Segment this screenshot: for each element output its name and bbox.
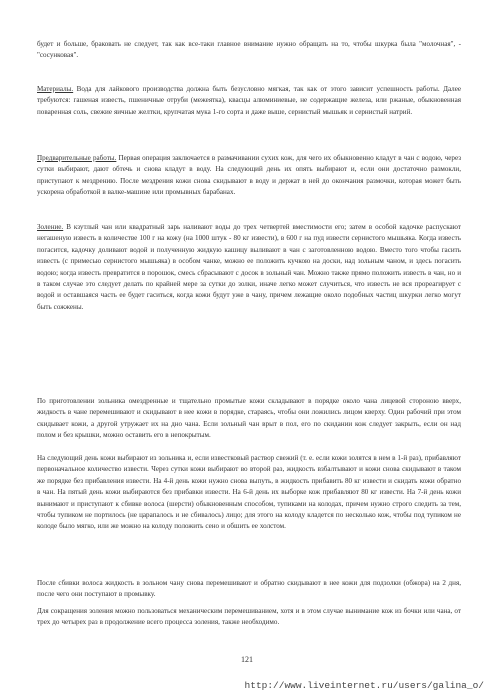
paragraph-5-text: По приготовлении зольника омездренные и тщательно промытые кожи складывают в порядке около чана лицевой стороною вверх, жидкость в чане перемешивают и скидывают в нее кожи в порядке, стараясь, чтобы они ложились лицом кверху. Один рабочий при этом скидывает кожи, а другой утружает их на дно чана. Если зольный чан врыт в пол, его по скидании кож следует закрыть, если он над полом и без крышки, можно оставить его в непокрытым.	[37, 397, 461, 440]
paragraph-6-text: На следующий день кожи выбирают из зольника и, если известковый раствор свежий (т. е. если кожи золятся в нем в 1-й раз), прибавляют первоначальное количество извести. Через сутки кожи выбирают во второй раз, жидкость взбалтывают и кожи снова скидывают в таком же порядке без прибавления извести. На 4-й день кожи нужно снова выпуть, в жидкость прибавить 80 кг извести и скидать кожи обратно в чан. На пятый день кожи выбираются без прибавки извести. На 6-й день их выборке кож прибавляют 80 кг извести. На 7-й день кожи вынимают и приступают к сбивке волоса (шерсти) обыкновенным способом, тупиками на колодах, причем нужно строго следить за тем, чтобы тупиком не портилось (не царапалось и не сбивалось) лицо; для этого на колоду кладется по несколько кож, чтобы под тупиком не колоде было мягко, или же можно на колоду положить сено и обшить ее холстом.	[37, 454, 461, 531]
paragraph-7	[37, 578, 461, 601]
paragraph-5	[37, 396, 461, 442]
paragraph-preliminary-text: Первая операция заключается в размачивании сухих кож, для чего их обыкновенно кладут в чан с водою, через сутки выбирают, дают обтечь и снова кладут в воду. На следующий день их опять выбирают и, если они достаточно размокли, приступают к мездрению. После мездрения кожи снова скидывают в воду и держат в ней до окончания размочки, которая может быть ускорена обработкой в валке-машине или промывных барабанах.	[37, 154, 461, 197]
paragraph-liming	[37, 222, 461, 313]
paragraph-materials-lead: Материалы.	[37, 85, 74, 93]
paragraph-liming-lead: Золение.	[37, 223, 64, 231]
watermark-url: http://www.liveinternet.ru/users/galina_o/	[244, 680, 484, 691]
paragraph-materials	[37, 84, 461, 118]
paragraph-liming-text: В кзутлый чан или квадратный зарь наливают воды до трех четвертей вместимости его; затем в особой кадочке распускают негашеную известь в количестве 100 г на кожу (на 1000 штук - 80 кг извести), в 600 г на пуд извести сернистого мышьяка. Когда известь погасится, кадочку доливают водой и полученную жидкую кашицу выливают в чан с заготовленною водою. Вместо того чтобы гасить известь (с примесью сернистого мышьяка) в особом чанке, можно ее положить кучкою на доски, над зольным чаном, и здесь погасить водою; когда известь превратится в порошок, смесь сбрасывают с досок в зольный чан. Можно также прямо положить известь в чан, но и в таком случае это следует делать по крайней мере за сутки до золки, иначе легко может случиться, что известь не вся прореагирует с водой и оставшаяся часть ее будет гаситься, когда кожи будут уже в чану, причем лежащие около подобных частиц шкурки легко могут быть сожжены.	[37, 223, 461, 311]
page-number: 121	[241, 655, 253, 664]
paragraph-materials-text: Вода для лайкового производства должна быть безусловно мягкая, так как от этого зависит успешность работы. Далее требуются: гашеная известь, пшеничные отруби (межеятка), квасцы алюминиевые, не содержащие железа, или ржаные, обыкновенная поваренная соль, свежие яичные желтки, крупчатая мука 1-го сорта и даже выше, сернистый мышьяк и сернистый натрий.	[37, 85, 461, 116]
paragraph-8-text: Для сокращения золения можно пользоваться механическим перемешиванием, хотя и в этом случае вынимание кож из бочки или чана, от трех до четырех раз в продолжение всего процесса золения, также необходимо.	[37, 607, 461, 627]
paragraph-preliminary-lead: Предварительные работы.	[37, 154, 117, 162]
paragraph-1-text: будет и больше, браковать не следует, так как все-таки главное внимание нужно обращать на то, чтобы шкурка была "молочная", - "сосунковая".	[37, 40, 461, 60]
paragraph-7-text: После сбивки волоса жидкость в зольном чану снова перемешивают и обратно скидывают в нее кожи для подзолки (обжора) на 2 дня, после чего они поступают в промывку.	[37, 579, 461, 599]
paragraph-preliminary-work	[37, 153, 461, 199]
paragraph-1	[37, 39, 461, 62]
paragraph-8	[37, 606, 461, 629]
paragraph-6	[37, 453, 461, 533]
